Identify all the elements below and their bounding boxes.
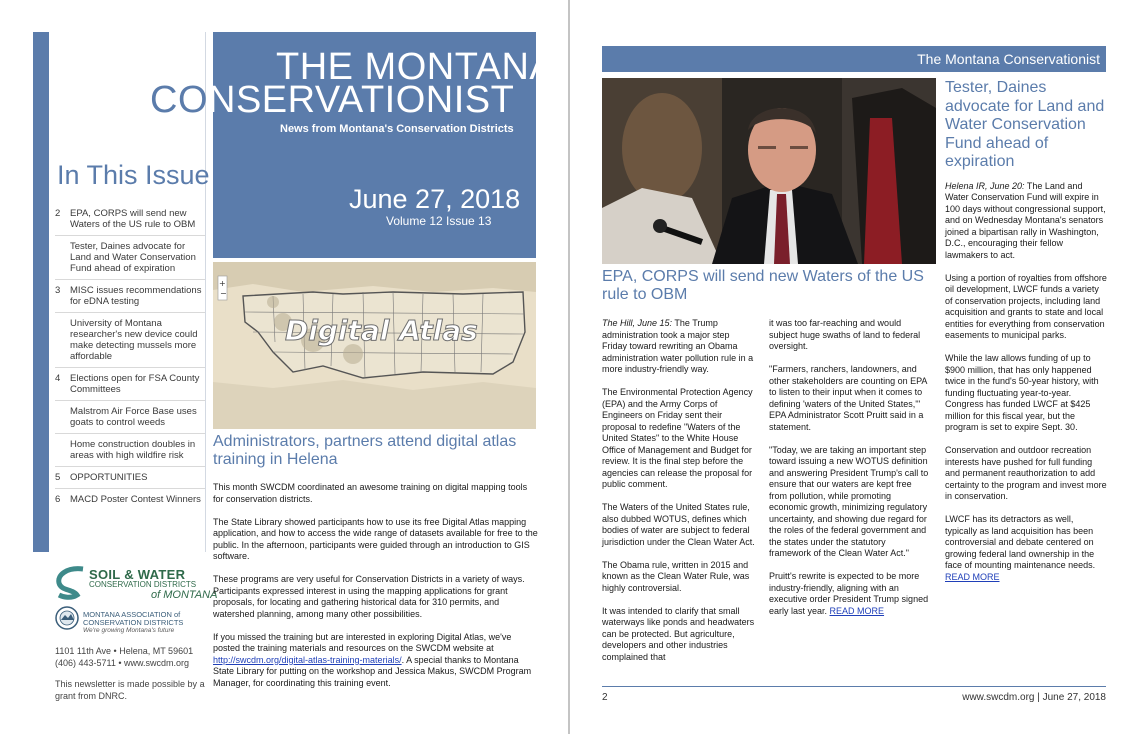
- masthead-title-line2-a: CO: [150, 79, 208, 121]
- montana-map-icon: [213, 262, 536, 429]
- wotus-paragraph: "Farmers, ranchers, landowners, and other stakeholders are counting on EPA to listen to their input when it comes to defining 'waters of the United States,'" EPA Administrator Scott Pruitt said in a statement.: [769, 364, 927, 432]
- footer-site-date: www.swcdm.org | June 27, 2018: [962, 692, 1106, 703]
- lwcf-paragraph: [945, 181, 1107, 262]
- atlas-article-body: [213, 482, 540, 701]
- wotus-read-more-link[interactable]: READ MORE: [829, 605, 885, 616]
- swcdm-swoosh-icon: [55, 565, 87, 601]
- toc-item-text: Elections open for FSA County Committees: [70, 373, 200, 395]
- sidebar-accent-bar: [33, 32, 49, 552]
- digital-atlas-map-image: [213, 262, 536, 429]
- toc-item-text: MACD Poster Contest Winners: [70, 494, 201, 505]
- toc-item-text: OPPORTUNITIES: [70, 472, 148, 483]
- toc-page-number: [55, 406, 70, 428]
- pruitt-photo: [602, 78, 936, 264]
- toc-item[interactable]: [55, 241, 205, 280]
- contact-address: 1101 11th Ave • Helena, MT 59601: [55, 646, 194, 656]
- toc-page-number: 6: [55, 494, 61, 505]
- atlas-headline: Administrators, partners attend digital atlas training in Helena: [213, 433, 517, 468]
- swcdm-logo-line3: of MONTANA: [151, 589, 218, 601]
- wotus-column-1: [602, 318, 756, 675]
- newsletter-page-left: [0, 0, 568, 734]
- lwcf-read-more-link[interactable]: READ MORE: [945, 571, 1000, 582]
- wotus-paragraph: [602, 318, 756, 376]
- toc-item-text: University of Montana researcher's new device could make detecting mussels more affordable: [70, 318, 198, 362]
- toc-item[interactable]: [55, 208, 205, 236]
- wotus-paragraph-text: The Trump administration took a major step Friday toward rewriting an Obama administration water pollution rule in a more industry-friendly way.: [602, 318, 754, 374]
- wotus-paragraph: It was intended to clarify that small waterways like ponds and headwaters can be protected. But agriculture, developers and other industries complained that: [602, 605, 755, 662]
- toc-item-text: EPA, CORPS will send new Waters of the US rule to OBM: [70, 208, 196, 230]
- lwcf-dateline: Helena IR, June 20:: [945, 180, 1025, 191]
- svg-text:−: −: [220, 289, 227, 298]
- toc-page-number: 2: [55, 208, 61, 219]
- toc-item[interactable]: [55, 285, 205, 313]
- footer-rule: [602, 686, 1106, 687]
- macd-logo-line1: MONTANA ASSOCIATION of: [83, 610, 181, 619]
- swcdm-logo: [55, 565, 218, 601]
- wotus-paragraph: it was too far-reaching and would subject huge swaths of land to federal oversight.: [769, 318, 921, 351]
- page-number: 2: [602, 692, 608, 703]
- lwcf-headline: Tester, Daines advocate for Land and Water Conservation Fund ahead of expiration: [945, 79, 1105, 170]
- toc-item[interactable]: [55, 373, 205, 401]
- toc-page-number: [55, 241, 70, 274]
- lwcf-paragraph: Using a portion of royalties from offshore oil development, LWCF funds a variety of conservation projects, including land acquisition and grants to state and local entities for everything from conservation easements to municipal parks.: [945, 272, 1107, 340]
- atlas-paragraph: [213, 632, 540, 690]
- swcdm-logo-line1: SOIL & WATER: [89, 567, 186, 582]
- macd-logo-line2: CONSERVATION DISTRICTS: [83, 618, 184, 627]
- map-overlay-title: Digital Atlas: [285, 314, 478, 347]
- toc-page-number: [55, 439, 70, 461]
- masthead-title-line2: [150, 79, 514, 122]
- lwcf-paragraph: While the law allows funding of up to $900 million, that has only happened twice in the fund's 50-year history, with funding fluctuating year-to-year. Congress has funded LWCF at $425 million for this fiscal year, but the program is set to expire Sept. 30.: [945, 353, 1099, 432]
- wotus-headline: EPA, CORPS will send new Waters of the US rule to OBM: [602, 268, 924, 303]
- toc-heading: In This Issue: [57, 160, 210, 190]
- macd-seal-icon: [55, 606, 79, 630]
- running-header-title: The Montana Conservationist: [917, 51, 1100, 67]
- toc-page-number: 4: [55, 373, 61, 384]
- toc-page-number: 5: [55, 472, 61, 483]
- atlas-paragraph: This month SWCDM coordinated an awesome training on digital mapping tools for conservation districts.: [213, 482, 528, 504]
- atlas-paragraph-text: . A special thanks to Montana State Library for putting on the workshop and Jessica Makus, SWCDM Program Manager, for coordinating this training event.: [213, 654, 532, 688]
- toc-page-number: 3: [55, 285, 61, 296]
- swcdm-logo-line2: CONSERVATION DISTRICTS: [89, 580, 197, 589]
- wotus-column-2: [769, 318, 929, 629]
- macd-logo: [55, 606, 205, 638]
- lwcf-column: [945, 79, 1107, 595]
- toc-item[interactable]: [55, 472, 205, 489]
- masthead-subtitle: News from Montana's Conservation Districts: [280, 123, 514, 135]
- issue-date: June 27, 2018: [349, 184, 521, 214]
- svg-text:+: +: [219, 279, 226, 288]
- lwcf-paragraph: [945, 514, 1107, 583]
- wotus-paragraph: The Obama rule, written in 2015 and known as the Clean Water Rule, was highly controversial.: [602, 559, 750, 593]
- hearing-photo-icon: [602, 78, 936, 264]
- masthead-title-line1: THE MONTANA: [276, 46, 556, 88]
- wotus-paragraph: The Environmental Protection Agency (EPA) and the Army Corps of Engineers on Friday sent their proposal to redefine "Waters of the United States" to the White House Office of Management and Budget for review. It is the final step before the agencies can release the proposal for public comment.: [602, 387, 753, 489]
- toc-item[interactable]: [55, 318, 205, 368]
- toc-page-number: [55, 318, 70, 362]
- newsletter-page-right: [570, 0, 1137, 734]
- lwcf-paragraph: Conservation and outdoor recreation interests have pushed for full funding and permanent reauthorization to add certainty to the program and invest more in conservation.: [945, 445, 1107, 501]
- wotus-paragraph: "Today, we are taking an important step toward issuing a new WOTUS definition and answering President Trump's call to ensure that our waters are kept free from pollution, while promoting economic growth, minimizing regulatory uncertainty, and showing due regard for the roles of the federal government and the states under the statutory framework of the Clean Water Act.": [769, 444, 929, 558]
- masthead-title-line2-b: NSERVATIONIST: [208, 79, 515, 121]
- atlas-training-link[interactable]: http://swcdm.org/digital-atlas-training-materials/: [213, 654, 402, 665]
- grant-note: This newsletter is made possible by a grant from DNRC.: [55, 679, 205, 701]
- atlas-paragraph: The State Library showed participants how to use its free Digital Atlas mapping application, and how to access the wide range of datasets available for free to the public. In the afternoon, participants were guided through an introduction to GIS software.: [213, 516, 538, 561]
- atlas-paragraph-text: If you missed the training but are interested in exploring Digital Atlas, we've posted the training materials and resources on the SWCDM website at: [213, 631, 512, 653]
- toc-item[interactable]: [55, 406, 205, 434]
- wotus-paragraph-text: Pruitt's rewrite is expected to be more industry-friendly, aligning with an executive order President Trump signed early last year.: [769, 571, 929, 616]
- toc-item[interactable]: [55, 439, 205, 467]
- table-of-contents: [55, 208, 205, 515]
- lwcf-paragraph-text: LWCF has its detractors as well, typically as land acquisition has been controversial and debate centered on growing federal land ownership in the face of mounting maintenance needs.: [945, 514, 1096, 570]
- running-header: [602, 46, 1106, 72]
- wotus-dateline: The Hill, June 15:: [602, 318, 673, 328]
- contact-phone-web: (406) 443-5711 • www.swcdm.org: [55, 658, 190, 668]
- wotus-paragraph: [769, 571, 929, 617]
- macd-logo-tagline: We're growing Montana's future: [83, 627, 175, 634]
- toc-item[interactable]: [55, 494, 205, 510]
- toc-item-text: MISC issues recommendations for eDNA testing: [70, 285, 202, 307]
- contact-block: [55, 645, 193, 669]
- wotus-paragraph: The Waters of the United States rule, also dubbed WOTUS, defines which bodies of water are subject to federal jurisdiction under the Clean Water Act.: [602, 502, 755, 547]
- issue-volume: Volume 12 Issue 13: [386, 214, 492, 228]
- atlas-paragraph: These programs are very useful for Conservation Districts in a variety of ways. Participants expressed interest in using the mapping applications for grant proposals, for locating and gathering historical data for 310 permits, and watershed planning, among many other possibilities.: [213, 574, 525, 619]
- lwcf-paragraph-text: The Land and Water Conservation Fund will expire in 100 days without congressional support, and on Wednesday Montana's senators joined a bipartisan rally in Washington, D.C., encouraging their fellow lawmakers to act.: [945, 180, 1106, 260]
- toc-item-text: Tester, Daines advocate for Land and Water Conservation Fund ahead of expiration: [70, 241, 196, 274]
- toc-item-text: Malstrom Air Force Base uses goats to control weeds: [70, 406, 197, 428]
- toc-item-text: Home construction doubles in areas with high wildfire risk: [70, 439, 196, 461]
